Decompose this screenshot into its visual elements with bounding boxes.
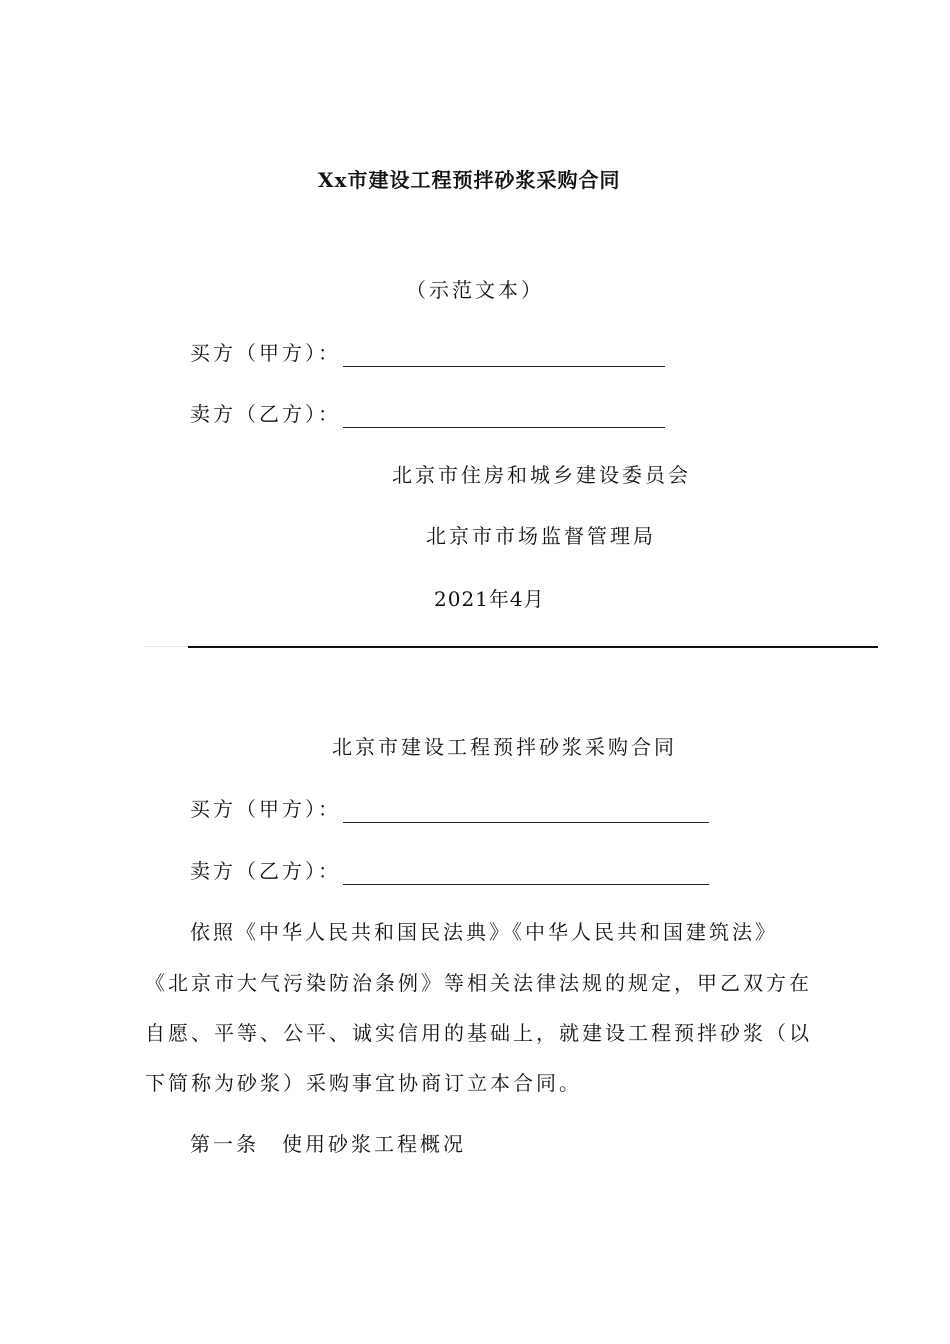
cover-buyer-field — [190, 339, 665, 367]
section-divider — [188, 646, 878, 648]
cover-title: Xx市建设工程预拌砂浆采购合同 — [318, 168, 621, 192]
cover-buyer-label: 买方（甲方）： — [190, 341, 341, 365]
cover-seller-label: 卖方（乙方）： — [190, 402, 341, 426]
cover-subtitle: （示范文本） — [406, 278, 544, 302]
preamble-line-1: 依照《中华人民共和国民法典》《中华人民共和国建筑法》 — [190, 920, 778, 944]
cover-issuer-2: 北京市市场监督管理局 — [426, 524, 656, 548]
contract-seller-blank[interactable] — [343, 864, 709, 885]
cover-buyer-blank[interactable] — [343, 346, 665, 367]
article-1-heading: 第一条 使用砂浆工程概况 — [190, 1132, 466, 1156]
contract-buyer-blank[interactable] — [343, 802, 709, 823]
contract-buyer-label: 买方（甲方）： — [190, 797, 341, 821]
contract-buyer-field — [190, 795, 709, 823]
contract-seller-field — [190, 857, 709, 885]
divider-faint — [144, 646, 188, 647]
cover-seller-field — [190, 400, 665, 428]
cover-seller-blank[interactable] — [343, 407, 665, 428]
preamble-line-2: 《北京市大气污染防治条例》等相关法律法规的规定，甲乙双方在 — [145, 971, 812, 995]
cover-date: 2021年4月 — [434, 587, 545, 611]
preamble-line-3: 自愿、平等、公平、诚实信用的基础上，就建设工程预拌砂浆（以 — [145, 1021, 812, 1045]
cover-issuer-1: 北京市住房和城乡建设委员会 — [392, 463, 691, 487]
contract-seller-label: 卖方（乙方）： — [190, 859, 341, 883]
preamble-line-4: 下简称为砂浆）采购事宜协商订立本合同。 — [145, 1071, 582, 1095]
contract-title: 北京市建设工程预拌砂浆采购合同 — [332, 735, 677, 759]
